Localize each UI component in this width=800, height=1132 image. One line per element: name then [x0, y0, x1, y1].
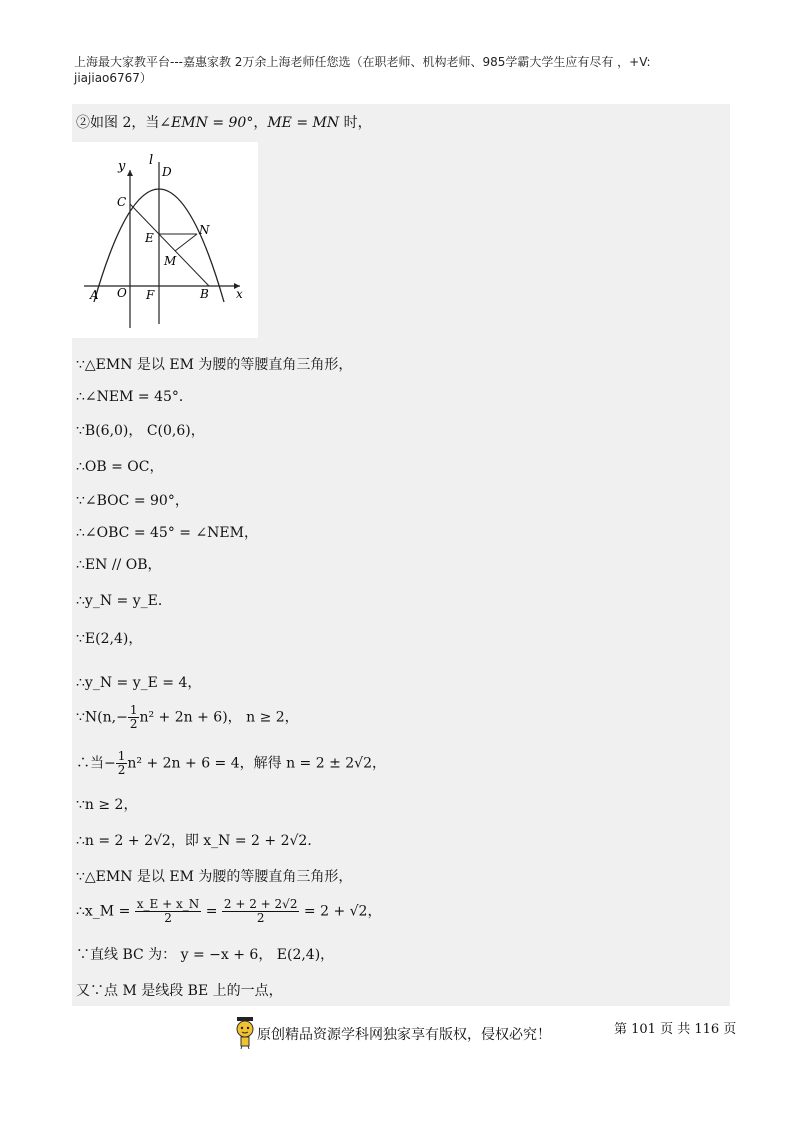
step-6: ∴∠OBC = 45° = ∠NEM， — [76, 525, 258, 541]
page-header — [74, 54, 734, 86]
copyright-note: 原创精品资源学科网独家享有版权，侵权必究！ — [257, 1027, 551, 1043]
label-f: F — [146, 288, 155, 302]
label-a: A — [90, 288, 99, 302]
segment-cb — [130, 204, 209, 286]
fraction-num: 1 — [117, 749, 126, 763]
fraction-num: x_E + x_N — [136, 897, 200, 911]
fraction-half — [128, 704, 140, 731]
xm-pre: ∴x_M = — [76, 903, 135, 920]
segment-nm — [175, 234, 197, 251]
header-line-2: jiajiao6767） — [74, 71, 152, 85]
label-c: C — [117, 195, 127, 209]
step-n-value: ∴n = 2 + 2√2，即 x_N = 2 + 2√2． — [76, 833, 322, 849]
condition-equal: ME = MN — [267, 115, 340, 131]
fraction-num: 2 + 2 + 2√2 — [223, 897, 298, 911]
page-number: 第 101 页 共 116 页 — [614, 1022, 737, 1037]
xm-eq: = — [201, 903, 222, 920]
fraction-den: 2 — [256, 911, 265, 925]
step-n-coord — [76, 704, 299, 731]
step-3: ∵B(6,0)， C(0,6)， — [76, 423, 205, 439]
step-isosceles: ∵△EMN 是以 EM 为腰的等腰直角三角形， — [76, 869, 353, 885]
figure-2 — [72, 142, 258, 338]
intro-tail: 时， — [339, 115, 372, 131]
step-n-range: ∵n ≥ 2， — [76, 797, 138, 813]
step-7: ∴EN // OB， — [76, 557, 162, 573]
fraction-xm-1 — [135, 898, 201, 925]
fraction-xm-2 — [222, 898, 300, 925]
intro-line — [76, 112, 372, 132]
n-coord-pre: ∵N(n,− — [76, 709, 128, 726]
fraction-den: 2 — [117, 763, 126, 777]
n-coord-post: n² + 2n + 6)， n ≥ 2， — [139, 709, 299, 726]
parabola-diagram — [72, 142, 258, 338]
step-when — [76, 750, 386, 777]
step-2: ∴∠NEM = 45°． — [76, 389, 193, 405]
step-9: ∵E(2,4)， — [76, 631, 143, 647]
intro-text: 如图 2，当 — [90, 115, 160, 131]
step-1: ∵△EMN 是以 EM 为腰的等腰直角三角形， — [76, 357, 353, 373]
when-post: n² + 2n + 6 = 4，解得 n = 2 ± 2√2， — [127, 755, 387, 772]
label-d: D — [162, 165, 172, 179]
fraction-den: 2 — [164, 911, 172, 925]
step-line-bc: ∵直线 BC 为： y = −x + 6， E(2,4)， — [76, 947, 335, 963]
step-point-m: 又∵点 M 是线段 BE 上的一点， — [76, 983, 283, 999]
step-10: ∴y_N = y_E = 4， — [76, 675, 202, 691]
label-b: B — [200, 287, 209, 301]
step-8: ∴y_N = y_E． — [76, 593, 172, 609]
condition-angle: ∠EMN = 90° — [159, 115, 254, 131]
solution-content — [72, 104, 730, 1006]
mascot-icon — [233, 1016, 257, 1050]
step-5: ∵∠BOC = 90°， — [76, 493, 189, 509]
label-n: N — [199, 223, 210, 237]
label-m: M — [164, 254, 177, 268]
circle-number: ② — [76, 115, 90, 131]
label-o: O — [117, 286, 127, 300]
when-pre: ∴当− — [76, 755, 116, 772]
label-x: x — [236, 287, 243, 301]
fraction-num: 1 — [129, 703, 138, 717]
label-e: E — [145, 231, 154, 245]
header-line-1: 上海最大家教平台---嘉惠家教 2万余上海老师任您选（在职老师、机构老师、985学霸大学生应有尽有 ，+V: — [74, 55, 651, 69]
label-l: l — [149, 153, 154, 168]
fraction-den: 2 — [129, 717, 138, 731]
step-4: ∴OB = OC， — [76, 459, 164, 475]
xm-post: = 2 + √2， — [299, 903, 382, 920]
fraction-half — [116, 750, 128, 777]
step-xm — [76, 898, 381, 925]
y-axis-arrow — [127, 170, 133, 176]
label-y: y — [118, 159, 126, 174]
intro-sep: ， — [253, 115, 268, 131]
